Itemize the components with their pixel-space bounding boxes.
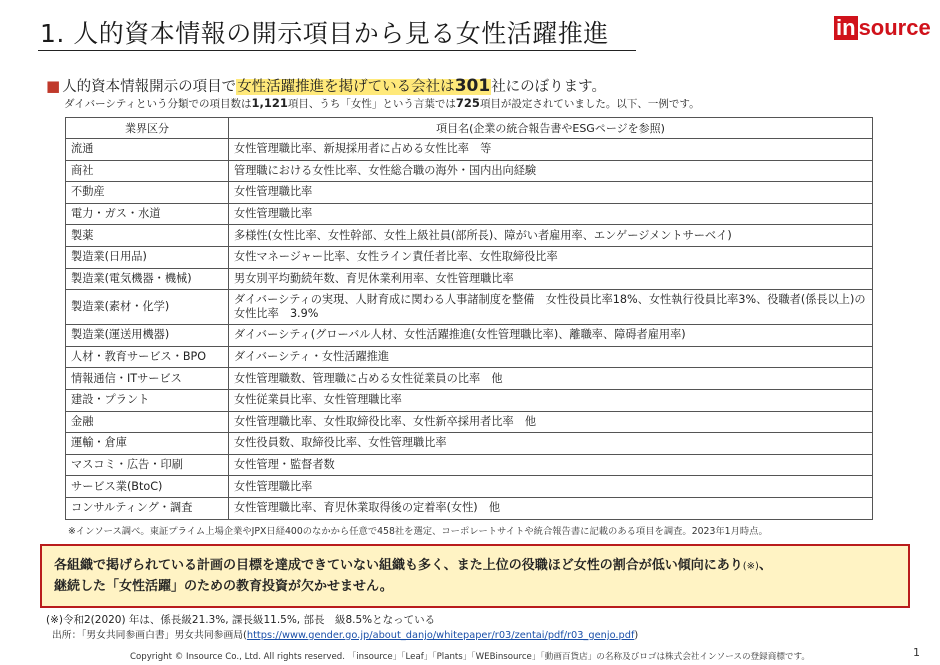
industry-cell: 人材・教育サービス・BPO — [66, 346, 229, 368]
table-row — [66, 346, 873, 368]
industry-cell: 製造業(日用品) — [66, 246, 229, 268]
industry-cell: 電力・ガス・水道 — [66, 203, 229, 225]
items-cell: ダイバーシティの実現、人財育成に関わる人事諸制度を整備 女性役員比率18%、女性執行役員比率3%、役職者(係長以上)の女性比率 3.9% — [229, 290, 873, 325]
items-cell: 女性従業員比率、女性管理職比率 — [229, 389, 873, 411]
table-header-row — [66, 118, 873, 139]
items-cell: 女性管理職比率 — [229, 476, 873, 498]
disclosure-table — [65, 117, 873, 520]
table-body — [66, 139, 873, 520]
industry-cell: 製薬 — [66, 225, 229, 247]
items-cell: 多様性(女性比率、女性幹部、女性上級社員(部所長)、障がい者雇用率、エンゲージメントサーベイ) — [229, 225, 873, 247]
source-prefix: 出所：「男女共同参画白書」男女共同参画局( — [52, 630, 247, 641]
industry-cell: 金融 — [66, 411, 229, 433]
items-cell: 女性管理職比率 — [229, 182, 873, 204]
sub-statement — [64, 96, 700, 111]
lead-part1: 人的資本情報開示の項目で — [62, 79, 237, 95]
table-row — [66, 225, 873, 247]
source-link[interactable]: https://www.gender.go.jp/about_danjo/whitepaper/r03/zentai/pdf/r03_genjo.pdf — [246, 630, 635, 641]
table-row — [66, 203, 873, 225]
page-number: 1 — [913, 646, 920, 659]
conclusion-callout — [40, 544, 910, 608]
industry-cell: 情報通信・ITサービス — [66, 368, 229, 390]
industry-cell: 製造業(電気機器・機械) — [66, 268, 229, 290]
industry-cell: 建設・プラント — [66, 389, 229, 411]
title-underline — [38, 50, 636, 51]
industry-cell: 流通 — [66, 139, 229, 161]
items-cell: 管理職における女性比率、女性総合職の海外・国内出向経験 — [229, 160, 873, 182]
industry-cell: サービス業(BtoC) — [66, 476, 229, 498]
header-items: 項目名(企業の統合報告書やESGページを参照) — [229, 118, 873, 139]
callout-line2: 継続した「女性活躍」のための教育投資が欠かせません。 — [54, 579, 393, 594]
items-cell: 女性管理職比率 — [229, 203, 873, 225]
items-cell: ダイバーシティ(グローバル人材、女性活躍推進(女性管理職比率)、離職率、障碍者雇用率) — [229, 325, 873, 347]
survey-note: ※インソース調べ。東証プライム上場企業やJPX日経400のなかから任意で458社を選定、コーポレートサイトや統合報告書に記載のある項目を調査。2023年1月時点。 — [68, 526, 768, 537]
lead-highlight-text: 女性活躍推進を掲げている会社は — [237, 79, 455, 95]
page-title: 1. 人的資本情報の開示項目から見る女性活躍推進 — [40, 19, 609, 48]
logo-source: source — [858, 15, 931, 40]
table-row — [66, 433, 873, 455]
lead-statement — [46, 75, 606, 96]
lead-part2: 社にのぼります。 — [491, 79, 607, 95]
table-row — [66, 268, 873, 290]
insource-logo — [834, 16, 931, 40]
table-row — [66, 476, 873, 498]
items-cell: 女性管理職比率、女性取締役比率、女性新卒採用者比率 他 — [229, 411, 873, 433]
items-cell: 女性管理職比率、育児休業取得後の定着率(女性) 他 — [229, 497, 873, 519]
industry-cell: 運輸・倉庫 — [66, 433, 229, 455]
items-cell: 男女別平均勤続年数、育児休業利用率、女性管理職比率 — [229, 268, 873, 290]
items-cell: 女性管理・監督者数 — [229, 454, 873, 476]
industry-cell: 製造業(運送用機器) — [66, 325, 229, 347]
lead-number: 301 — [454, 76, 491, 96]
source-suffix: ) — [634, 630, 639, 641]
table-row — [66, 389, 873, 411]
header-industry: 業界区分 — [66, 118, 229, 139]
industry-cell: 製造業(素材・化学) — [66, 290, 229, 325]
table-row — [66, 182, 873, 204]
items-cell: 女性管理職比率、新規採用者に占める女性比率 等 — [229, 139, 873, 161]
square-bullet-icon: ■ — [46, 77, 61, 95]
items-cell: 女性マネージャー比率、女性ライン責任者比率、女性取締役比率 — [229, 246, 873, 268]
table-row — [66, 368, 873, 390]
industry-cell: コンサルティング・調査 — [66, 497, 229, 519]
footnote-ratio: (※)令和2(2020) 年は、係長級21.3%, 課長級11.5%, 部長 級8.5%となっている — [46, 614, 436, 626]
logo-in: in — [836, 15, 856, 40]
sub-text3: 項目が設定されていました。以下、一例です。 — [479, 98, 700, 110]
table-row — [66, 454, 873, 476]
table-row — [66, 246, 873, 268]
table-row — [66, 325, 873, 347]
sub-num1: 1,121 — [251, 96, 288, 110]
items-cell: 女性役員数、取締役比率、女性管理職比率 — [229, 433, 873, 455]
copyright: Copyright © Insource Co., Ltd. All rights reserved. 「insource」「Leaf」「Plants」「WEBinsource」「動画百貨店」の名称及びロゴは株式会社インソースの登録商標です。 — [129, 652, 811, 662]
items-cell: 女性管理職数、管理職に占める女性従業員の比率 他 — [229, 368, 873, 390]
sub-text2: 項目、うち「女性」という言葉では — [287, 98, 456, 110]
table-row — [66, 411, 873, 433]
callout-line1: 各組織で掲げられている計画の目標を達成できていない組織も多く、また上位の役職ほど女性の割合が低い傾向にあり — [54, 558, 743, 573]
footnote-source — [52, 627, 638, 641]
callout-line1-end: 、 — [758, 558, 772, 573]
callout-mark: (※) — [742, 561, 759, 572]
sub-num2: 725 — [455, 96, 480, 110]
industry-cell: 商社 — [66, 160, 229, 182]
table-row — [66, 139, 873, 161]
table-row — [66, 290, 873, 325]
sub-text1: ダイバーシティという分類での項目数は — [64, 98, 252, 110]
table-row — [66, 497, 873, 519]
industry-cell: 不動産 — [66, 182, 229, 204]
items-cell: ダイバーシティ・女性活躍推進 — [229, 346, 873, 368]
industry-cell: マスコミ・広告・印刷 — [66, 454, 229, 476]
table-row — [66, 160, 873, 182]
lead-highlight — [236, 76, 491, 96]
